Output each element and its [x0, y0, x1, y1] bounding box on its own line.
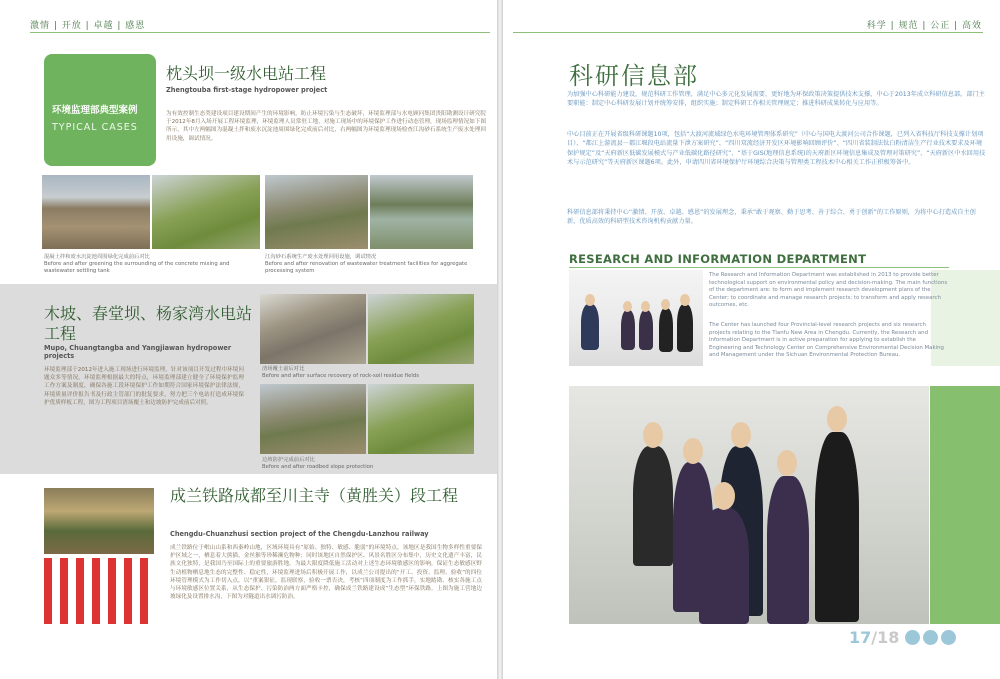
person: [633, 446, 673, 566]
left-header-slogan: 激情 | 开放 | 卓越 | 感恩: [30, 21, 146, 31]
page-number: 17/18: [849, 628, 900, 647]
right-header-slogan: 科学 | 规范 | 公正 | 高效: [866, 21, 982, 31]
badge-en: TYPICAL CASES: [52, 122, 138, 133]
s1-caption-right: [265, 254, 475, 275]
s2-photo-1: [260, 294, 366, 364]
dept-en-para-2: The Center has launched four Provincial-level research projects and six research projects relating to the Tianfu New Area in Chengdu. Currently, the Research and Information Department is in active preparation for applying to establish the Engineering and Technology Center on Comprehensive Environmental Decision Making and Management under the Sichuan Environmental Protection Bureau.: [709, 322, 944, 359]
person: [581, 304, 599, 350]
s1-caption-left-zh: 混凝土拌和废水沉淀池周围绿化完成前后对比: [44, 254, 150, 260]
person: [767, 476, 809, 624]
s1-caption-left: [44, 254, 254, 275]
s2-photo-2: [368, 294, 474, 364]
typical-cases-badge: [44, 54, 156, 166]
person-head: [623, 301, 632, 312]
circle-icon: [905, 630, 920, 645]
person-head: [683, 438, 703, 464]
person-head: [731, 422, 751, 448]
s3-photo-1: [44, 488, 154, 554]
person-head: [777, 450, 797, 476]
team-photo-small: [569, 270, 703, 366]
s1-photo-3: [265, 175, 368, 249]
person: [621, 310, 635, 350]
page-number-current: 17: [849, 628, 872, 647]
person: [639, 310, 653, 350]
s2-caption-2-en: Before and after roadbed slope protection: [262, 464, 374, 470]
team-photo-large: [569, 386, 929, 624]
right-page: [503, 0, 1000, 679]
dept-para-1: 为加强中心科研能力建设，规范科研工作管理，满足中心多元化发展需要，更好地为环保政策决策提供技术支撑，中心于2013年成立科研信息部。部门主要职能：制定中心科研发展计划并统筹安排，组织实施；制定科研工作相关管理规定；推进科研成果转化与应用等。: [567, 91, 985, 108]
dept-para-3: 科研信息部将秉持中心“激情、开放、卓越、感恩”的发展理念，秉承“敢于观察、勤于思考、善于综合、勇于创新”的工作原则，为将中心打造成自主创新，优质高效的科研型技术咨询机构贡献力量。: [567, 209, 976, 226]
s3-photo-2: [44, 558, 154, 624]
s2-subtitle: Mupo, Chuangtangba and Yangjiawan hydropower projects: [44, 344, 232, 360]
s1-title: 枕头坝一级水电站工程: [166, 64, 327, 83]
s1-caption-right-zh: 江沟砂石系统生产废水处理回用设施，调试情况: [265, 254, 377, 260]
person-head: [641, 301, 650, 312]
page-icons: [905, 630, 956, 645]
s2-caption-2-zh: 边坡防护完成前后对比: [262, 457, 315, 463]
left-page: [0, 0, 497, 679]
person: [815, 432, 859, 622]
s2-caption-1: [262, 366, 472, 380]
s2-photo-4: [368, 384, 474, 454]
person-head: [680, 294, 690, 306]
dept-title-en: RESEARCH AND INFORMATION DEPARTMENT: [569, 252, 867, 266]
circle-icon: [923, 630, 938, 645]
s1-caption-left-en: Before and after greening the surrounding of the concrete mixing and wastewater settling tank: [44, 261, 230, 274]
s2-photo-3: [260, 384, 366, 454]
person-head: [585, 294, 595, 306]
s1-photo-1: [42, 175, 150, 249]
s1-body: 为有效控制生态类建设项目建设期间产生的环境影响，防止环境污染与生态破坏，环境监理部与水电顾问集团贵阳勘测设计研究院于2012年8月入场开展工程环境监理，环境监理人员常驻工地，对施工现场中的环境保护工作进行动态管理，现场监理情况如下图所示，其中左两幅图为混凝土拌和废水沉淀池周围绿化完成前后对比，右两幅图为环境监理现场检查江沟砂石系统生产废水处理回用设施，调试情况。: [166, 111, 486, 142]
dept-title: 科研信息部: [569, 62, 699, 90]
person-head: [827, 406, 847, 432]
s1-photo-4: [370, 175, 473, 249]
circle-icon: [941, 630, 956, 645]
person-head: [713, 482, 735, 510]
person: [677, 304, 693, 352]
s1-subtitle: Zhengtouba first-stage hydropower project: [166, 86, 328, 94]
person: [659, 308, 673, 352]
left-header-rule: [30, 32, 490, 33]
s3-body: 成兰铁路位于岷山山系和西秦岭山地，区域环境具有“原始、独特、敏感、脆弱”的环境特点，该地区是我国生物多样性重要保护区域之一，栖息着大熊猫、金丝猴等珍稀濒危物种；同时该地区自然保护区、风景名胜区分布集中，历史文化遗产丰富，民族文化独特，是我国乃至国际上的重要旅游胜地。为最大限度降低施工活动对上述生态环境敏感区的影响，保证生态敏感区野生动植物栖息地生态的完整性、稳定性，环境监理进场后积极开展工作，以成兰公司提出的“开工、投资、监理、验收”的四位环境管理模式为工作切入点，以“重案狠征，监现联察，验收一票否决，考核”四项制度为工作抓手，实地踏勘、核实各施工点与环境敏感区位置关系，从生态保护、污染防治两方面严格卡控，确保成兰铁路建设成“生态型”环保铁路。上图为施工营地边坡绿化及设置排水沟，下图为对隧道出水调污防治。: [170, 545, 482, 601]
dept-en-para-1: The Research and Information Department was established in 2013 to provide better technological support on environmental policy and decision-making. The main functions of the department are: to form and implement research development plans of the Center; to coordinate and manage research projects; to transform and apply research outcomes, etc.: [709, 272, 948, 309]
dept-title-rule: [569, 267, 949, 268]
right-header-rule: [513, 32, 983, 33]
dept-para-2: 中心目前正在开展省级科研课题10项，包括“大渡河流域绿色水电环境管理体系研究”（中心与国电大渡河公司合作课题，已列入省科技厅科技支撑计划项目）、“都江上游流县－都江堰段电站流量下泄方案研究”、“四川双流经济开发区环境影响回顾评价”、“四川省装制法钛白粉清洁生产行业技术要求及环境保护规定”及“天府新区低碳发展模式与产业低碳化路径研究”、“基于GIS(地理信息系统)的天府新区环境信息集成及管理对策研究”、“天府新区中水回用技术与示范研究”等天府新区课题6项。此外，申请四川省环境保护厅环境综合决策与管理类工程技术中心相关工作正积极筹备中。: [567, 131, 986, 166]
s2-title: 木坡、春堂坝、杨家湾水电站工程: [44, 304, 253, 343]
s3-subtitle: Chengdu-Chuanzhusi section project of the Chengdu-Lanzhou railway: [170, 530, 429, 538]
s2-body: 环境监理部于2012年进入施工现场进行环境监理，针对该项目开发过程中环境问题众多等情况，环境监理根据最大的特点，环境监理部建立健全了环境保护监理工作方案及制度，确保各施工段环境保护工作如期符合国家环境保护法律法规，环境质量评价报告书及行政主管部门的批复要求，努力把三个电站打造成环境保护优质样板工程，图为工程项目渣场覆土和边坡防护完成前后对照。: [44, 367, 244, 406]
accent-bar-large: [930, 386, 1000, 624]
badge-zh: 环境监理部典型案例: [52, 105, 138, 116]
s2-caption-2: [262, 457, 472, 471]
s1-photo-2: [152, 175, 260, 249]
person-head: [643, 422, 663, 448]
page-number-next: 18: [877, 628, 900, 647]
s2-caption-1-zh: 渣场覆土前后对比: [262, 366, 305, 372]
s3-title: 成兰铁路成都至川主寺（黄胜关）段工程: [170, 486, 459, 505]
s1-caption-right-en: Before and after renovation of wastewater treatment facilities for aggregate processing system: [265, 261, 468, 274]
person-head: [661, 299, 670, 310]
person: [699, 508, 749, 624]
s2-caption-1-en: Before and after surface recovery of rock-soil residue fields: [262, 373, 419, 379]
